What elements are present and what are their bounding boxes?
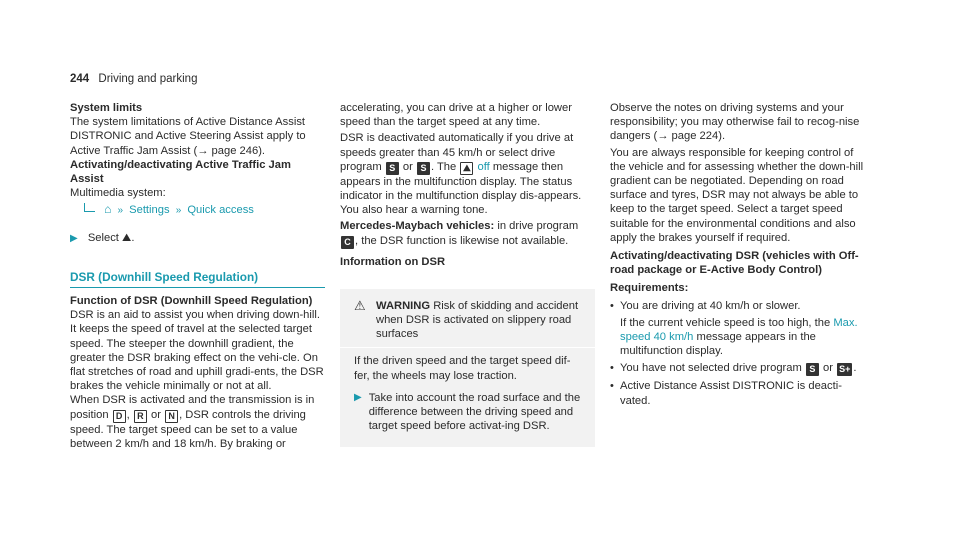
drive-program-c-key: C [341,236,354,249]
menu-path [84,202,325,218]
max-speed-message: Max. speed 40 km/h [620,316,858,344]
col2-paragraph-1: accelerating, you can drive at a higher or lower speed than the target speed at any time. [340,102,572,129]
maybach-paragraph: Mercedes-Maybach vehicles: in drive program C , the DSR function is likewise not available. [340,220,579,247]
chevron-icon: » [117,205,124,217]
offroad-title: Activating/deactivating DSR (vehicles with Off-road package or E-Active Body Control) [610,250,859,277]
col3-paragraph-2: You are always responsible for keeping control of the vehicle and for assessing whether the down-hill gradient can be negotiated. Depending on road surface and tyres, DSR may not always be able to keep to the target speed. Select a target speed suitable for the environmental conditions and also apply the brakes yourself if required. [610,146,864,244]
drive-program-s-key-2: S [417,162,430,175]
drive-program-s-key-3: S [806,363,819,376]
select-instruction: ▶ Select ⛰. [70,231,135,244]
function-paragraph-1: DSR is an aid to assist you when driving down-hill. It keeps the speed of travel at the selected target speed. The steeper the downhill gradient, the greater the DSR braking effect on the vehi-cle. On flat stretches of road and uphill gradi-ents, the DSR brakes the vehicle minimally or not at all. [70,309,324,393]
gear-d-key: D [113,410,126,423]
requirements-title: Requirements: [610,282,689,295]
col2-paragraph-2: DSR is deactivated automatically if you drive at speeds greater than 45 km/h or select drive program S or S . The ⛰ off message then appears in the multifunction display. The status indicator in the multifunction display dis-appears. You also hear a warning tone. [340,132,582,217]
column-2 [340,101,595,447]
warning-instruction: Take into account the road surface and the difference between the driving speed and target speed before activat-ing DSR. [368,391,581,433]
function-title: Function of DSR (Downhill Speed Regulation) [70,295,313,308]
system-limits-body: The system limitations of Active Distance Assist DISTRONIC and Active Steering Assist apply to Active Traffic Jam Assist (→ page 246). [70,116,306,157]
drive-program-s-plus-key: S+ [839,364,851,375]
warning-icon: ⚠ [354,297,366,313]
warning-body: If the driven speed and the target speed dif-fer, the wheels may lose traction. [354,355,571,382]
requirement-2: • You have not selected drive program S or S+ . [610,362,857,375]
instruction-arrow-icon: ▶ [70,232,78,244]
requirement-3: • Active Distance Assist DISTRONIC is deacti-vated. [610,380,842,407]
warning-box [340,289,595,448]
path-quick-access: Quick access [187,204,254,217]
dsr-display-icon: ⛰ [460,162,473,175]
drive-program-s-key: S [386,162,399,175]
home-icon: ⌂ [104,202,112,217]
section-title: Driving and parking [98,73,198,85]
path-settings: Settings [129,204,170,217]
page-number: 244 [70,73,90,85]
info-title: Information on DSR [340,255,446,268]
dsr-section-title: DSR (Downhill Speed Regulation) [70,270,325,288]
col3-paragraph-1: Observe the notes on driving systems and your responsibility; you may otherwise fail to recog-nise dangers (→ page 224). [610,102,860,143]
column-1 [70,101,325,451]
instruction-arrow-icon: ▶ [354,391,362,403]
chevron-icon: » [175,205,182,217]
gear-r-key: R [134,410,147,423]
page-header [70,72,197,86]
warning-label: WARNING [376,299,431,312]
function-paragraph-2: When DSR is activated and the transmission is in position D , R or N , DSR controls the driving speed. The target speed can be set to a value between 2 km/h and 18 km/h. By braking or [70,394,315,450]
requirement-1: • You are driving at 40 km/h or slower. If the current vehicle speed is too high, the Max. speed 40 km/h message appears in the multifunction display. [610,299,858,358]
arrow-icon [84,203,95,212]
warning-text: Risk of skidding and accident when DSR is activated on slippery road surfaces [376,299,579,341]
system-limits-title: System limits [70,102,143,114]
column-3 [610,101,865,408]
off-message: off [477,160,490,173]
gear-n-key: N [165,410,178,423]
dsr-icon: ⛰ [122,231,132,244]
activating-title: Activating/deactivating Active Traffic Jam Assist [70,158,291,186]
multimedia-label: Multimedia system: [70,187,166,200]
